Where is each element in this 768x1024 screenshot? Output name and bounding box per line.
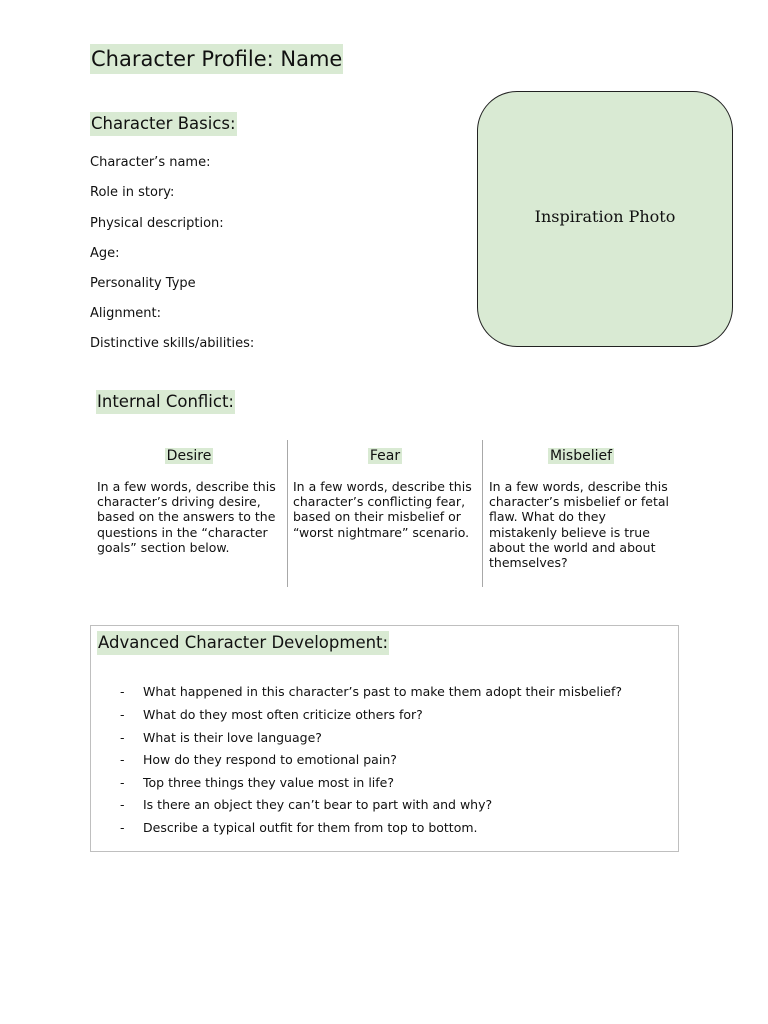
advanced-development-heading: Advanced Character Development: bbox=[97, 631, 389, 655]
bullet-dash: - bbox=[120, 752, 125, 767]
fear-column bbox=[287, 440, 483, 587]
bullet-dash: - bbox=[120, 730, 125, 745]
fear-title: Fear bbox=[369, 448, 401, 464]
desire-description: In a few words, describe this character’s driving desire, based on the answers to the questions in the “character goals” section below. bbox=[97, 479, 276, 555]
field-personality-type: Personality Type bbox=[90, 276, 196, 291]
character-basics-heading: Character Basics: bbox=[90, 112, 237, 136]
desire-column bbox=[91, 440, 287, 587]
question-text: What do they most often criticize others for? bbox=[143, 707, 423, 722]
field-alignment: Alignment: bbox=[90, 306, 161, 321]
question-text: How do they respond to emotional pain? bbox=[143, 752, 397, 767]
inspiration-photo-placeholder[interactable] bbox=[477, 91, 733, 347]
advanced-development-box bbox=[90, 625, 679, 852]
fear-description: In a few words, describe this character’s conflicting fear, based on their misbelief or “worst nightmare” scenario. bbox=[293, 479, 472, 540]
field-distinctive-skills: Distinctive skills/abilities: bbox=[90, 336, 255, 351]
page-title: Character Profile: Name bbox=[90, 44, 343, 74]
misbelief-title: Misbelief bbox=[549, 448, 613, 464]
internal-conflict-heading: Internal Conflict: bbox=[96, 390, 235, 414]
inspiration-photo-label: Inspiration Photo bbox=[534, 206, 676, 226]
question-text: Top three things they value most in life? bbox=[143, 775, 395, 790]
field-character-name: Character’s name: bbox=[90, 155, 211, 170]
field-physical-description: Physical description: bbox=[90, 216, 224, 231]
question-text: Describe a typical outfit for them from top to bottom. bbox=[143, 820, 478, 835]
misbelief-description: In a few words, describe this character’s misbelief or fetal flaw. What do they mistakenly believe is true about the world and about themselves? bbox=[489, 479, 669, 571]
field-age: Age: bbox=[90, 246, 120, 261]
bullet-dash: - bbox=[120, 775, 125, 790]
question-text: What is their love language? bbox=[143, 730, 322, 745]
bullet-dash: - bbox=[120, 707, 125, 722]
question-text: Is there an object they can’t bear to part with and why? bbox=[143, 797, 493, 812]
field-role-in-story: Role in story: bbox=[90, 185, 175, 200]
bullet-dash: - bbox=[120, 684, 125, 699]
desire-title: Desire bbox=[166, 448, 212, 464]
bullet-dash: - bbox=[120, 820, 125, 835]
question-text: What happened in this character’s past to make them adopt their misbelief? bbox=[143, 684, 623, 699]
bullet-dash: - bbox=[120, 797, 125, 812]
misbelief-column bbox=[483, 440, 679, 587]
